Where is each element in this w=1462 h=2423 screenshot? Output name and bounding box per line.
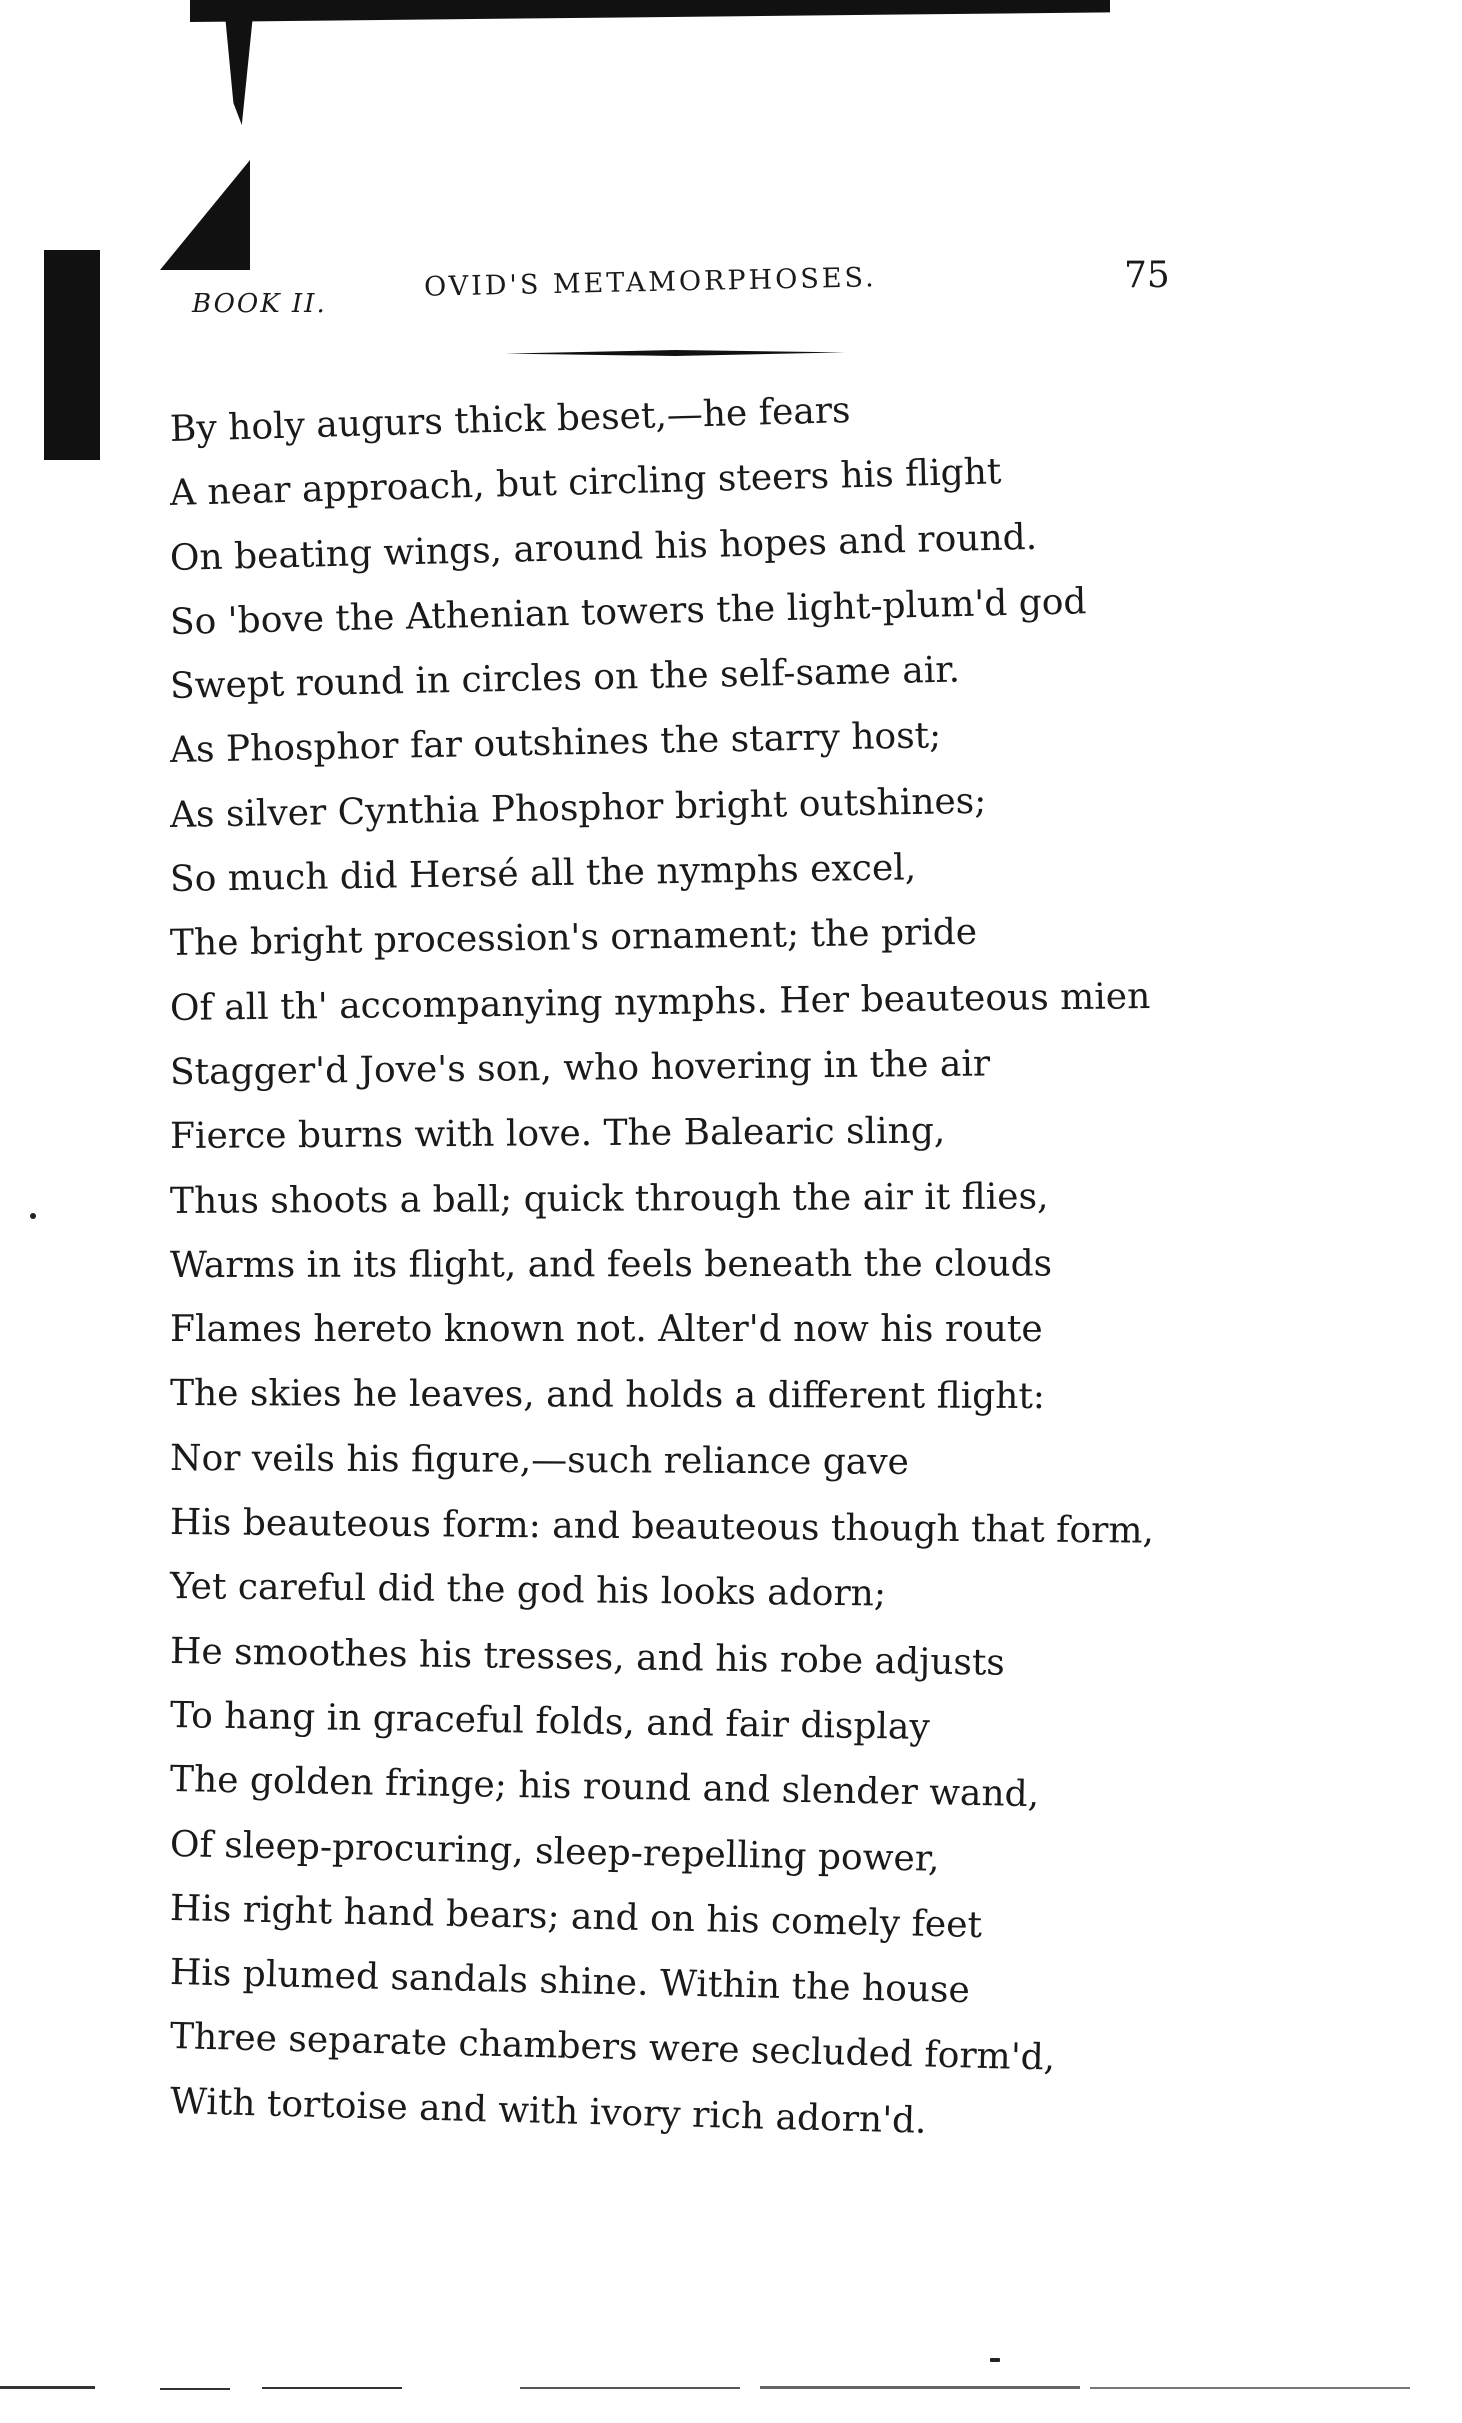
- poem-line: Yet careful did the god his looks adorn;: [169, 1566, 887, 1615]
- poem-line: His right hand bears; and on his comely feet: [169, 1887, 983, 1946]
- scan-edge-bottom: [0, 2378, 1462, 2400]
- page-number: 75: [1124, 255, 1170, 296]
- poem-line: Fierce burns with love. The Balearic sling,: [169, 1110, 946, 1158]
- scan-edge-top-tail: [225, 15, 253, 125]
- poem-line: As silver Cynthia Phosphor bright outshines;: [169, 780, 987, 836]
- scan-speck: [30, 1213, 36, 1219]
- poem-line: Stagger'd Jove's son, who hovering in the air: [169, 1043, 991, 1093]
- poem-line: As Phosphor far outshines the starry host;: [169, 715, 942, 772]
- running-head: [180, 255, 1200, 319]
- book-label: BOOK II.: [192, 289, 327, 319]
- poem-line: Flames hereto known not. Alter'd now his route: [170, 1309, 1043, 1351]
- poem-line: With tortoise and with ivory rich adorn'd.: [169, 2080, 928, 2142]
- scan-speck: [990, 2358, 1000, 2362]
- poem-line: Nor veils his figure,—such reliance gave: [169, 1437, 910, 1483]
- poem-line: So much did Hersé all the nymphs excel,: [169, 847, 917, 901]
- poem-text: [169, 390, 1190, 2142]
- book-title: OVID'S METAMORPHOSES.: [423, 262, 877, 303]
- scan-edge-top: [190, 0, 1110, 22]
- poem-line: His plumed sandals shine. Within the house: [169, 1952, 971, 2012]
- poem-line: He smoothes his tresses, and his robe adjusts: [169, 1630, 1006, 1684]
- scan-corner-wedge: [160, 160, 250, 270]
- poem-line: Of all th' accompanying nymphs. Her beauteous mien: [169, 975, 1151, 1029]
- header-rule: [505, 350, 845, 356]
- poem-line: Thus shoots a ball; quick through the air it flies,: [169, 1175, 1049, 1222]
- poem-line: Of sleep-procuring, sleep-repelling power,: [169, 1823, 940, 1880]
- poem-line: The bright procession's ornament; the pride: [169, 912, 978, 965]
- poem-line: By holy augurs thick beset,—he fears: [169, 390, 852, 450]
- poem-line: The skies he leaves, and holds a different flight:: [169, 1373, 1046, 1418]
- poem-line: Three separate chambers were secluded form'd,: [169, 2016, 1056, 2080]
- poem-line: The golden fringe; his round and slender wand,: [169, 1759, 1040, 1816]
- poem-line: So 'bove the Athenian towers the light-plum'd god: [169, 581, 1087, 643]
- poem-line: On beating wings, around his hopes and round.: [169, 516, 1038, 579]
- poem-line: Warms in its flight, and feels beneath the clouds: [169, 1243, 1053, 1286]
- poem-line: To hang in graceful folds, and fair display: [169, 1694, 931, 1748]
- scan-edge-left: [44, 250, 100, 460]
- poem-line: Swept round in circles on the self-same air.: [169, 649, 961, 708]
- poem-line: His beauteous form: and beauteous though that form,: [169, 1502, 1155, 1552]
- poem-line: A near approach, but circling steers his flight: [169, 451, 1002, 515]
